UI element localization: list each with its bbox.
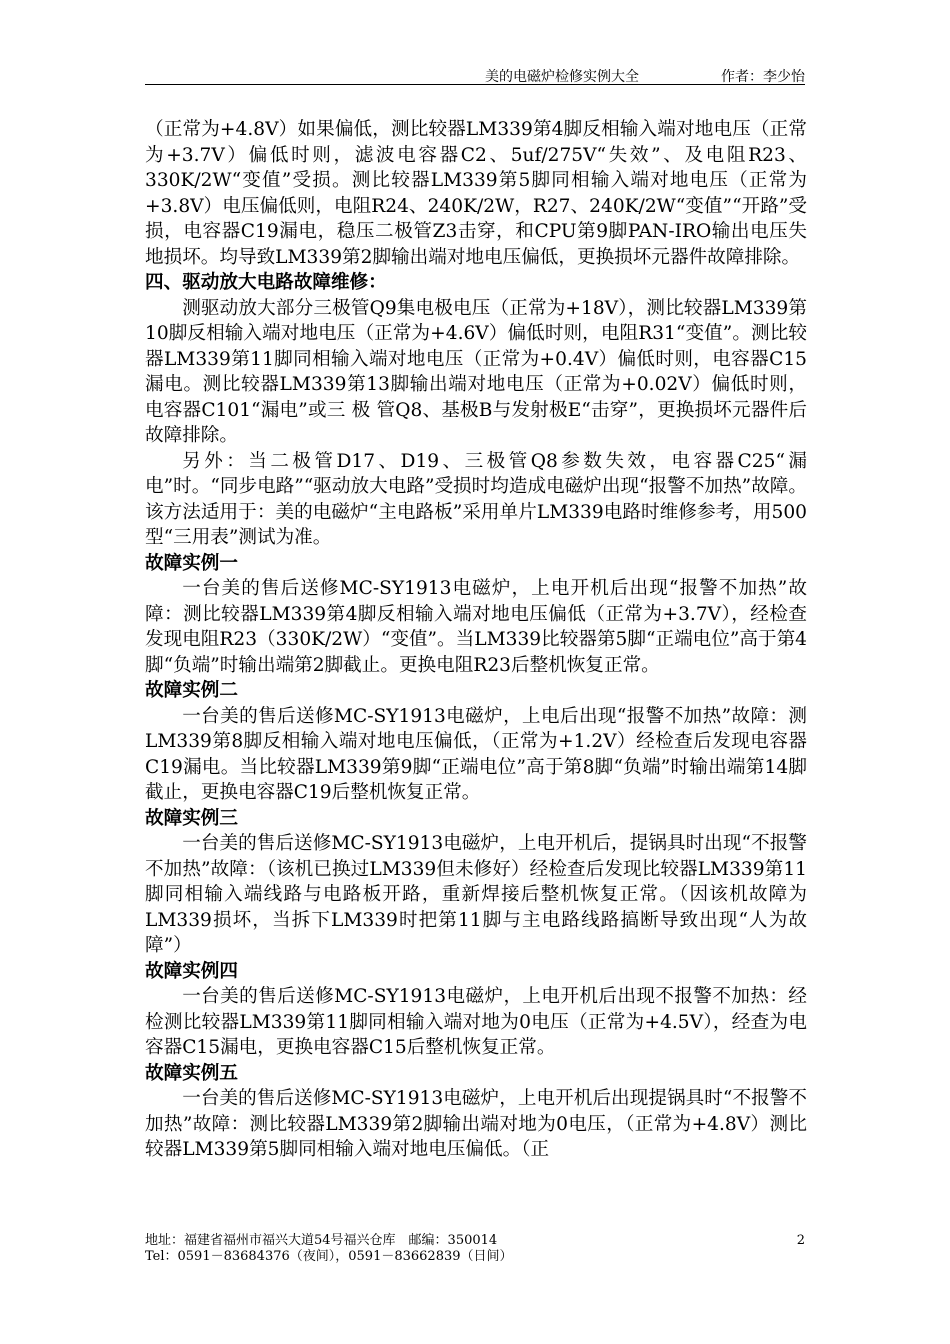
paragraph: 一台美的售后送修MC-SY1913电磁炉，上电开机后出现不报警不加热：经检测比较器LM339第11脚同相输入端对地为0电压（正常为+4.5V），经查为电容器C15漏电，更换电容器C15后整机恢复正常。 (145, 986, 807, 1058)
page-number: 2 (796, 1233, 805, 1248)
paragraph: 一台美的售后送修MC-SY1913电磁炉，上电开机后，提锅具时出现“不报警不加热”故障：（该机已换过LM339但未修好）经检查后发现比较器LM339第11脚同相输入端线路与电路板开路，重新焊接后整机恢复正常。（因该机故障为LM339损坏，当拆下LM339时把第11脚与主电路线路搞断导致出现“人为故障”） (145, 833, 807, 956)
paragraph: 另外：当二极管D17、D19、三极管Q8参数失效，电容器C25“漏电”时。“同步电路”“驱动放大电路”受损时均造成电磁炉出现“报警不加热”故障。该方法适用于：美的电磁炉“主电路板”采用单片LM339电路时维修参考，用500型“三用表”测试为准。 (145, 450, 807, 548)
footer-tel: Tel：0591－83684376（夜间），0591－83662839（日间） (145, 1249, 513, 1264)
case-heading: 故障实例五 (145, 1062, 238, 1084)
paragraph: 测驱动放大部分三极管Q9集电极电压（正常为+18V），测比较器LM339第10脚反相输入端对地电压（正常为+4.6V）偏低时则，电阻R31“变值”。测比较器LM339第11脚同相输入端对地电压（正常为+0.4V）偏低时则，电容器C15漏电。测比较器LM339第13脚输出端对地电压（正常为+0.02V）偏低时则，电容器C101“漏电”或三 极 管Q8、基极B与发射极E“击穿”，更换损坏元器件后故障排除。 (145, 297, 807, 446)
footer-address: 地址：福建省福州市福兴大道54号福兴仓库 邮编：350014 (145, 1233, 498, 1248)
case-heading: 故障实例三 (145, 807, 238, 829)
section-heading: 四、驱动放大电路故障维修： (145, 272, 387, 293)
page-footer (145, 1233, 805, 1265)
case-heading: 故障实例四 (145, 960, 238, 982)
header-author: 作者：李少怡 (721, 69, 805, 85)
paragraph: 一台美的售后送修MC-SY1913电磁炉，上电后出现“报警不加热”故障：测LM339第8脚反相输入端对地电压偏低，（正常为+1.2V）经检查后发现电容器C19漏电。当比较器LM339第9脚“正端电位”高于第8脚“负端”时输出端第14脚截止，更换电容器C19后整机恢复正常。 (145, 705, 807, 803)
case-heading: 故障实例二 (145, 680, 238, 701)
document-body (145, 117, 807, 1163)
page-header (145, 60, 805, 85)
paragraph: （正常为+4.8V）如果偏低，测比较器LM339第4脚反相输入端对地电压（正常为+3.7V）偏低时则，滤波电容器C2、5uf/275V“失效”、及电阻R23、330K/2W“变值”受损。测比较器LM339第5脚同相输入端对地电压（正常为+3.8V）电压偏低则，电阻R24、240K/2W，R27、240K/2W“变值”“开路”受损，电容器C19漏电，稳压二极管Z3击穿，和CPU第9脚PAN-IRO输出电压失地损坏。均导致LM339第2脚输出端对地电压偏低，更换损坏元器件故障排除。 (145, 119, 807, 268)
header-title: 美的电磁炉检修实例大全 (485, 69, 639, 85)
case-heading: 故障实例一 (145, 552, 238, 574)
paragraph: 一台美的售后送修MC-SY1913电磁炉，上电开机后出现提锅具时“不报警不加热”故障：测比较器LM339第2脚输出端对地为0电压，（正常为+4.8V）测比较器LM339第5脚同相输入端对地电压偏低。（正 (145, 1088, 807, 1160)
paragraph: 一台美的售后送修MC-SY1913电磁炉，上电开机后出现“报警不加热”故障：测比较器LM339第4脚反相输入端对地电压偏低（正常为+3.7V），经检查发现电阻R23（330K/2W）“变值”。当LM339比较器第5脚“正端电位”高于第4脚“负端”时输出端第2脚截止。更换电阻R23后整机恢复正常。 (145, 578, 807, 676)
